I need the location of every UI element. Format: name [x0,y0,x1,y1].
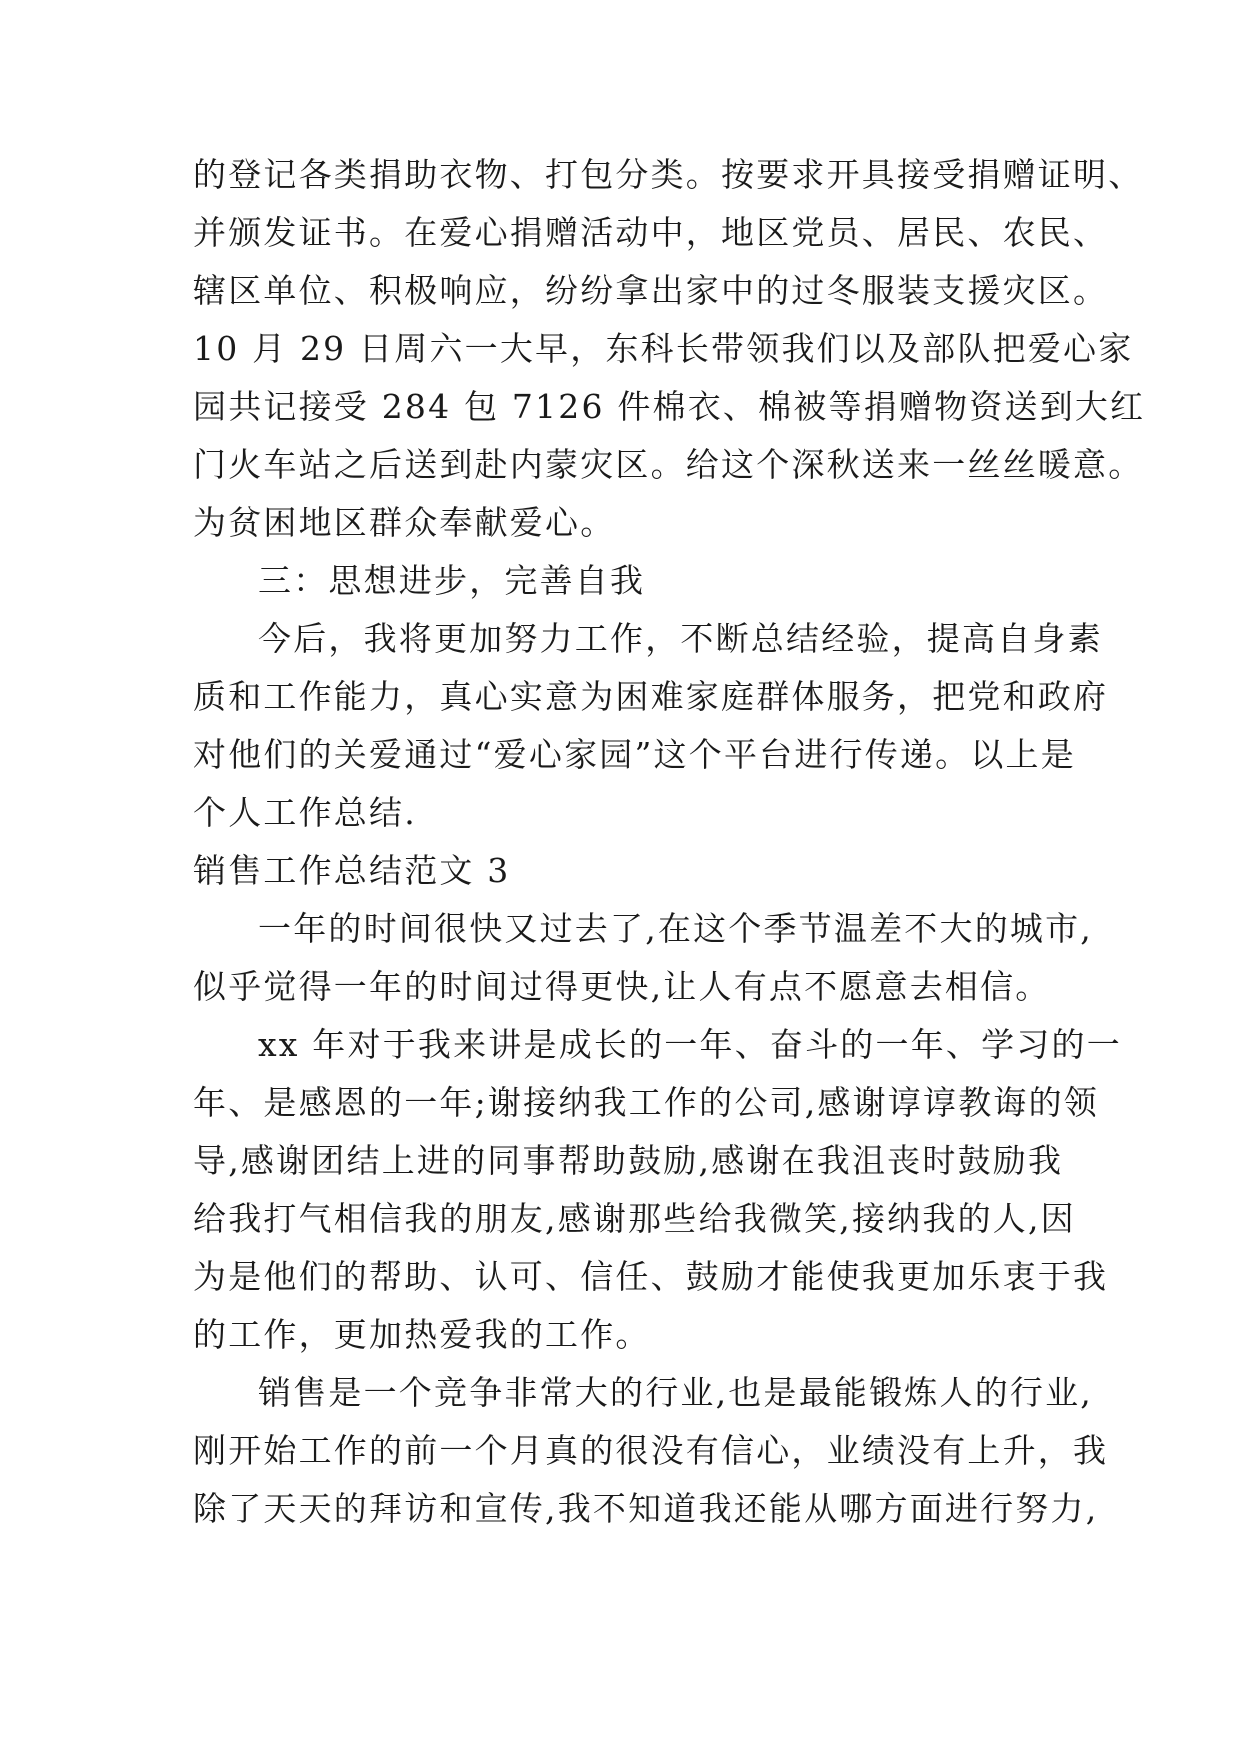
text-line: 辖区单位、积极响应，纷纷拿出家中的过冬服装支援灾区。 [193,271,1109,310]
text-line: 的登记各类捐助衣物、打包分类。按要求开具接受捐赠证明、 [193,155,1144,194]
text-line: 为贫困地区群众奉献爱心。 [193,503,616,542]
article-title: 销售工作总结范文 3 [193,851,511,890]
text-line: 对他们的关爱通过“爱心家园”这个平台进行传递。以上是 [193,735,1076,774]
paragraph-start: 一年的时间很快又过去了,在这个季节温差不大的城市, [258,909,1093,948]
paragraph-start: 今后，我将更加努力工作，不断总结经验，提高自身素 [258,619,1103,658]
paragraph-start: xx 年对于我来讲是成长的一年、奋斗的一年、学习的一 [258,1025,1122,1064]
text-line: 为是他们的帮助、认可、信任、鼓励才能使我更加乐衷于我 [193,1257,1109,1296]
text-line: 质和工作能力，真心实意为困难家庭群体服务，把党和政府 [193,677,1109,716]
text-line: 门火车站之后送到赴内蒙灾区。给这个深秋送来一丝丝暖意。 [193,445,1144,484]
text-line: 园共记接受 284 包 7126 件棉衣、棉被等捐赠物资送到大红 [193,387,1146,426]
text-line: 的工作，更加热爱我的工作。 [193,1315,651,1354]
text-line: 10 月 29 日周六一大早，东科长带领我们以及部队把爱心家 [193,329,1134,368]
text-line: 刚开始工作的前一个月真的很没有信心，业绩没有上升，我 [193,1431,1109,1470]
text-line: 导,感谢团结上进的同事帮助鼓励,感谢在我沮丧时鼓励我 [193,1141,1064,1180]
section-heading: 三：思想进步，完善自我 [258,561,646,600]
text-line: 给我打气相信我的朋友,感谢那些给我微笑,接纳我的人,因 [193,1199,1076,1238]
text-line: 个人工作总结. [193,793,417,832]
text-line: 除了天天的拜访和宣传,我不知道我还能从哪方面进行努力, [193,1489,1099,1528]
paragraph-start: 销售是一个竞争非常大的行业,也是最能锻炼人的行业, [258,1373,1093,1412]
text-line: 年、是感恩的一年;谢接纳我工作的公司,感谢谆谆教诲的领 [193,1083,1100,1122]
text-line: 并颁发证书。在爱心捐赠活动中，地区党员、居民、农民、 [193,213,1109,252]
text-line: 似乎觉得一年的时间过得更快,让人有点不愿意去相信。 [193,967,1051,1006]
